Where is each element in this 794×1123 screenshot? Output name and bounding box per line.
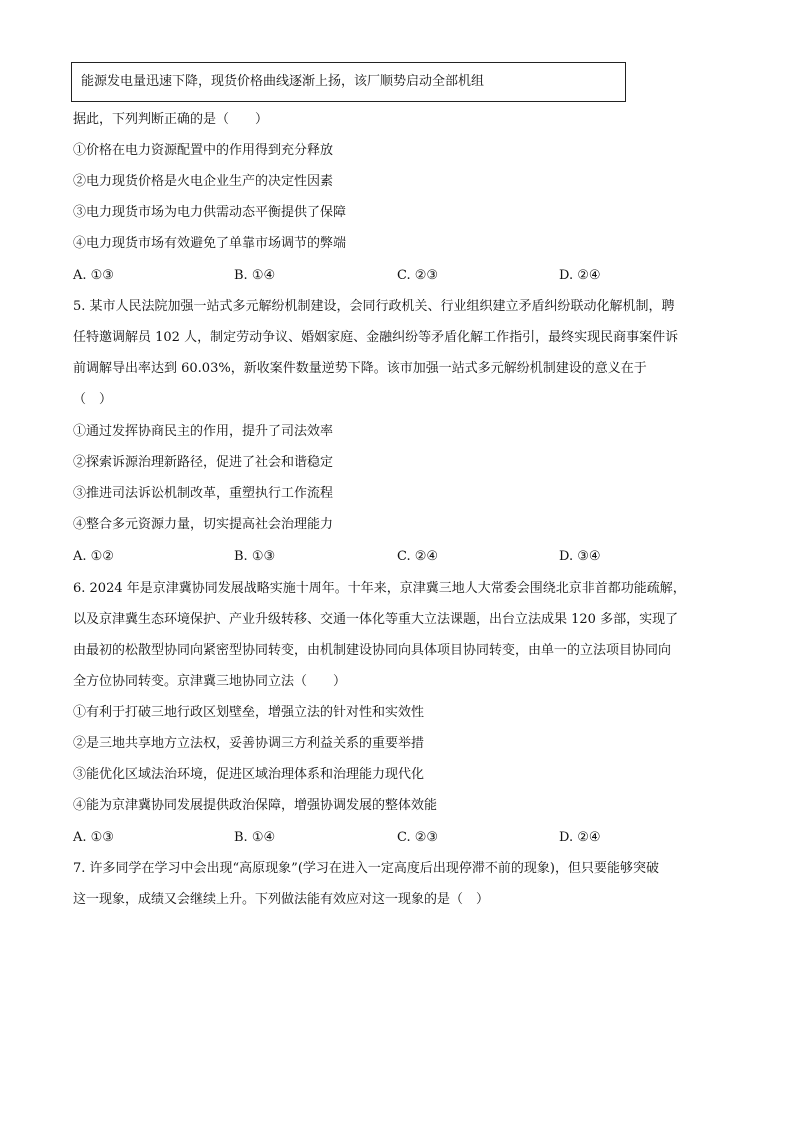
q6-option-a: A. ①③ xyxy=(73,830,114,845)
q5-option-c: C. ②④ xyxy=(397,549,439,564)
q7-stem-line-2: 这一现象，成绩又会继续上升。下列做法能有效应对这一现象的是（ ） xyxy=(73,892,490,907)
q6-item-4: ④能为京津冀协同发展提供政治保障，增强协调发展的整体效能 xyxy=(73,798,438,813)
q5-item-4: ④整合多元资源力量，切实提高社会治理能力 xyxy=(73,517,334,532)
q5-option-a: A. ①② xyxy=(73,549,114,564)
q6-stem-line-3: 由最初的松散型协同向紧密型协同转变，由机制建设协同向具体项目协同转变，由单一的立法项目协同向 xyxy=(73,643,672,658)
q5-item-2: ②探索诉源治理新路径，促进了社会和谐稳定 xyxy=(73,455,334,470)
q4-item-2: ②电力现货价格是火电企业生产的决定性因素 xyxy=(73,174,334,189)
q4-stem: 据此，下列判断正确的是（ ） xyxy=(73,112,269,127)
q6-stem-line-2: 以及京津冀生态环境保护、产业升级转移、交通一体化等重大立法课题，出台立法成果 120 多部，实现了 xyxy=(73,612,679,627)
q6-stem-line-1: 6. 2024 年是京津冀协同发展战略实施十周年。十年来，京津冀三地人大常委会围绕北京非首都功能疏解， xyxy=(73,581,686,596)
q5-stem-line-3: 前调解导出率达到 60.03%，新收案件数量逆势下降。该市加强一站式多元解纷机制建设的意义在于 xyxy=(73,361,647,376)
q5-option-d: D. ③④ xyxy=(559,549,601,564)
q4-item-4: ④电力现货市场有效避免了单靠市场调节的弊端 xyxy=(73,236,347,251)
q5-option-b: B. ①③ xyxy=(234,549,276,564)
q6-option-c: C. ②③ xyxy=(397,830,439,845)
q4-option-c: C. ②③ xyxy=(397,268,439,283)
q4-item-3: ③电力现货市场为电力供需动态平衡提供了保障 xyxy=(73,205,347,220)
q5-item-3: ③推进司法诉讼机制改革，重塑执行工作流程 xyxy=(73,486,334,501)
q5-stem-line-4: （ ） xyxy=(73,392,113,407)
material-box: 能源发电量迅速下降，现货价格曲线逐渐上扬，该厂顺势启动全部机组 xyxy=(71,62,626,102)
q5-item-1: ①通过发挥协商民主的作用，提升了司法效率 xyxy=(73,424,334,439)
q6-item-3: ③能优化区域法治环境，促进区域治理体系和治理能力现代化 xyxy=(73,767,425,782)
q6-item-2: ②是三地共享地方立法权，妥善协调三方利益关系的重要举措 xyxy=(73,736,425,751)
q6-stem-line-4: 全方位协同转变。京津冀三地协同立法（ ） xyxy=(73,674,347,689)
q4-item-1: ①价格在电力资源配置中的作用得到充分释放 xyxy=(73,143,334,158)
q5-stem-line-1: 5. 某市人民法院加强一站式多元解纷机制建设，会同行政机关、行业组织建立矛盾纠纷联动化解机制，聘 xyxy=(73,299,675,314)
q7-stem-line-1: 7. 许多同学在学习中会出现“高原现象”(学习在进入一定高度后出现停滞不前的现象)，但只要能够突破 xyxy=(73,861,659,876)
q6-option-d: D. ②④ xyxy=(559,830,601,845)
q4-option-a: A. ①③ xyxy=(73,268,114,283)
q5-stem-line-2: 任特邀调解员 102 人，制定劳动争议、婚姻家庭、金融纠纷等矛盾化解工作指引，最终实现民商事案件诉 xyxy=(73,330,679,345)
q4-option-d: D. ②④ xyxy=(559,268,601,283)
q4-option-b: B. ①④ xyxy=(234,268,276,283)
q6-item-1: ①有利于打破三地行政区划壁垒，增强立法的针对性和实效性 xyxy=(73,705,425,720)
q6-option-b: B. ①④ xyxy=(234,830,276,845)
